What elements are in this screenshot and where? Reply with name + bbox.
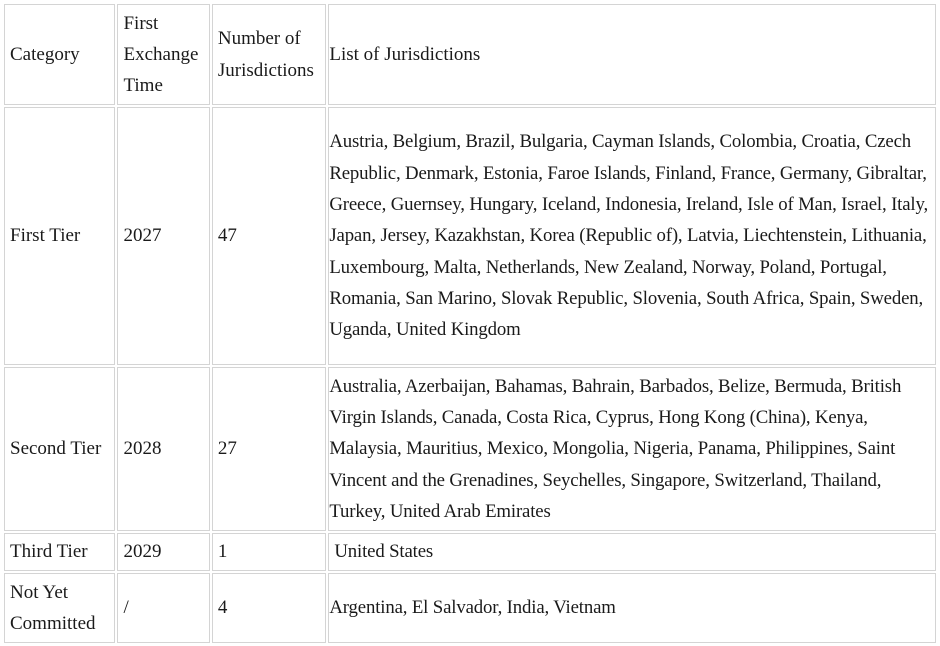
- cell-first-exchange-time: 2027: [117, 107, 209, 365]
- cell-first-exchange-time: /: [117, 573, 209, 643]
- cell-number-of-jurisdictions: 1: [212, 533, 326, 571]
- cell-number-of-jurisdictions: 4: [212, 573, 326, 643]
- cell-category: Third Tier: [4, 533, 115, 571]
- cell-first-exchange-time: 2028: [117, 367, 209, 531]
- table-row: [4, 533, 936, 571]
- cell-category: Not Yet Committed: [4, 573, 115, 643]
- cell-number-of-jurisdictions: 27: [212, 367, 326, 531]
- jurisdictions-table: [2, 2, 938, 645]
- cell-category: First Tier: [4, 107, 115, 365]
- cell-list-of-jurisdictions: United States: [328, 533, 936, 571]
- header-list-of-jurisdictions: List of Jurisdictions: [328, 4, 936, 105]
- cell-first-exchange-time: 2029: [117, 533, 209, 571]
- table-header-row: [4, 4, 936, 105]
- table-row: [4, 107, 936, 365]
- header-number-of-jurisdictions: Number of Jurisdictions: [212, 4, 326, 105]
- table-row: [4, 573, 936, 643]
- cell-list-of-jurisdictions: Australia, Azerbaijan, Bahamas, Bahrain, Barbados, Belize, Bermuda, British Virgin Islands, Canada, Costa Rica, Cyprus, Hong Kong (China), Kenya, Malaysia, Mauritius, Mexico, Mongolia, Nigeria, Panama, Philippines, Saint Vincent and the Grenadines, Seychelles, Singapore, Switzerland, Thailand, Turkey, United Arab Emirates: [328, 367, 936, 531]
- cell-list-of-jurisdictions: Austria, Belgium, Brazil, Bulgaria, Cayman Islands, Colombia, Croatia, Czech Republic, Denmark, Estonia, Faroe Islands, Finland, France, Germany, Gibraltar, Greece, Guernsey, Hungary, Iceland, Indonesia, Ireland, Isle of Man, Israel, Italy, Japan, Jersey, Kazakhstan, Korea (Republic of), Latvia, Liechtenstein, Lithuania, Luxembourg, Malta, Netherlands, New Zealand, Norway, Poland, Portugal, Romania, San Marino, Slovak Republic, Slovenia, South Africa, Spain, Sweden, Uganda, United Kingdom: [328, 107, 936, 365]
- header-category: Category: [4, 4, 115, 105]
- cell-number-of-jurisdictions: 47: [212, 107, 326, 365]
- cell-category: Second Tier: [4, 367, 115, 531]
- cell-list-of-jurisdictions: Argentina, El Salvador, India, Vietnam: [328, 573, 936, 643]
- header-first-exchange-time: First Exchange Time: [117, 4, 209, 105]
- table-row: [4, 367, 936, 531]
